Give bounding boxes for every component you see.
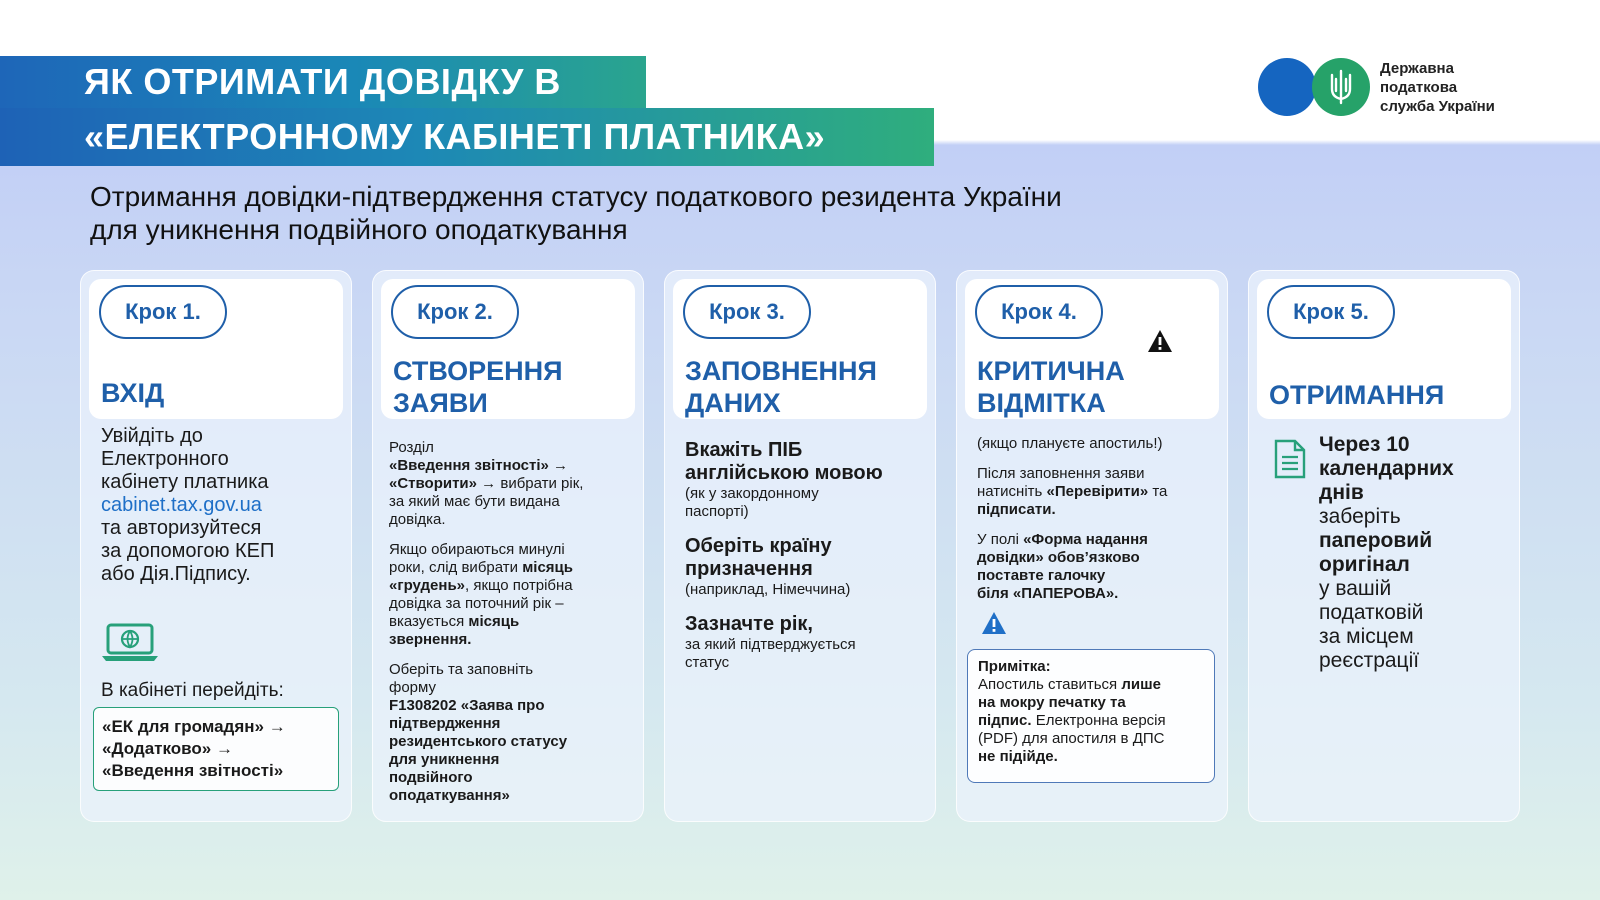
logo-line-1: Державна bbox=[1380, 59, 1454, 77]
step-2-line: оподаткування» bbox=[389, 787, 510, 804]
step-1-header bbox=[89, 279, 343, 419]
path-line-2: «Додатково» → bbox=[102, 739, 233, 758]
step-3-line: (наприклад, Німеччина) bbox=[685, 581, 851, 598]
step-2-span: роки, слід вибрати bbox=[389, 559, 523, 576]
step-4-line bbox=[977, 483, 1213, 501]
step-2-line: «Введення звітності» → bbox=[389, 457, 569, 474]
step-3-title-line-1: ЗАПОВНЕННЯ bbox=[685, 356, 877, 386]
step-5-line: паперовий bbox=[1319, 529, 1433, 552]
step-2-line: Якщо обираються минулі bbox=[389, 541, 565, 558]
note-line: не підійде. bbox=[978, 748, 1058, 765]
step-5-line: заберіть bbox=[1319, 505, 1401, 528]
step-2-header bbox=[381, 279, 635, 419]
step-2-span: → вибрати рік, bbox=[477, 475, 584, 492]
step-2-span: «Створити» bbox=[389, 475, 478, 492]
step-1-line: кабінету платника bbox=[101, 471, 269, 493]
step-2-pill: Крок 2. bbox=[391, 285, 519, 339]
trident-icon bbox=[1312, 58, 1370, 116]
step-2-line: звернення. bbox=[389, 631, 472, 648]
step-2-line: форму bbox=[389, 679, 437, 696]
step-2-span: «грудень» bbox=[389, 577, 466, 594]
step-2-span: місяць bbox=[468, 613, 520, 630]
step-4-span: У полі bbox=[977, 531, 1024, 548]
step-5-header bbox=[1257, 279, 1511, 419]
step-2-line bbox=[389, 559, 629, 577]
step-2-line: довідка. bbox=[389, 511, 446, 528]
step-4-span: та bbox=[1148, 483, 1168, 500]
step-2-line: Оберіть та заповніть bbox=[389, 661, 534, 678]
step-4-text bbox=[977, 435, 1213, 603]
step-2-line: для уникнення bbox=[389, 751, 500, 768]
note-box bbox=[967, 649, 1215, 783]
step-3-line: Оберіть країну bbox=[685, 535, 832, 557]
step-card-1 bbox=[80, 270, 352, 822]
step-1-line: Електронного bbox=[101, 448, 229, 470]
step-2-line bbox=[389, 577, 629, 595]
step-3-line: Зазначте рік, bbox=[685, 613, 813, 635]
step-4-title-line-2: ВІДМІТКА bbox=[977, 388, 1106, 418]
step-5-line: реєстрації bbox=[1319, 649, 1420, 672]
step-4-line: довідки» обов’язково bbox=[977, 549, 1140, 566]
step-2-span: , якщо потрібна bbox=[465, 577, 573, 594]
step-2-line: резидентського статусу bbox=[389, 733, 568, 750]
step-5-line: податковій bbox=[1319, 601, 1424, 624]
note-label: Примітка: bbox=[978, 658, 1051, 675]
subtitle-line-1: Отримання довідки-підтвердження статусу податкового резидента України bbox=[90, 181, 1062, 212]
subtitle bbox=[90, 180, 1062, 246]
step-2-line bbox=[389, 475, 629, 493]
step-5-title: ОТРИМАННЯ bbox=[1269, 380, 1445, 410]
step-3-line: за який підтверджується bbox=[685, 636, 856, 653]
step-2-title bbox=[393, 355, 563, 419]
step-4-line: біля «ПАПЕРОВА». bbox=[977, 585, 1119, 602]
step-4-line bbox=[977, 531, 1213, 549]
step-2-line: подвійного bbox=[389, 769, 473, 786]
step-2-line: довідка за поточний рік – bbox=[389, 595, 564, 612]
step-1-title: ВХІД bbox=[101, 378, 165, 408]
step-4-line: поставте галочку bbox=[977, 567, 1106, 584]
step-card-4 bbox=[956, 270, 1228, 822]
cabinet-link[interactable]: cabinet.tax.gov.ua bbox=[101, 494, 262, 516]
note-span: Електронна версія bbox=[1031, 712, 1166, 729]
step-2-span: місяць bbox=[522, 559, 573, 576]
step-3-line: статус bbox=[685, 654, 730, 671]
step-1-line: Увійдіть до bbox=[101, 425, 203, 447]
warning-icon bbox=[1147, 329, 1173, 358]
path-line-1: «ЕК для громадян» → bbox=[102, 717, 286, 736]
step-1-line: за допомогою КЕП bbox=[101, 540, 275, 562]
note-span: Апостиль ставиться bbox=[978, 676, 1122, 693]
step-3-line: паспорті) bbox=[685, 503, 749, 520]
title-line-2-text: «ЕЛЕКТРОННОМУ КАБІНЕТІ ПЛАТНИКА» bbox=[84, 116, 826, 157]
note-line bbox=[978, 676, 1204, 694]
step-5-line: за місцем bbox=[1319, 625, 1414, 648]
step-card-3 bbox=[664, 270, 936, 822]
step-2-span: вказується bbox=[389, 613, 469, 630]
step-4-line: Після заповнення заяви bbox=[977, 465, 1145, 482]
note-span: лише bbox=[1121, 676, 1161, 693]
step-card-2 bbox=[372, 270, 644, 822]
step-card-5 bbox=[1248, 270, 1520, 822]
logo-text bbox=[1380, 59, 1495, 116]
step-2-title-line-2: ЗАЯВИ bbox=[393, 388, 488, 418]
step-3-title bbox=[685, 355, 877, 419]
step-3-pill: Крок 3. bbox=[683, 285, 811, 339]
step-1-pill: Крок 1. bbox=[99, 285, 227, 339]
note-span: підпис. bbox=[978, 712, 1032, 729]
step-3-line: призначення bbox=[685, 558, 813, 580]
logo-blue-circle bbox=[1258, 58, 1316, 116]
step-3-text bbox=[685, 439, 921, 672]
laptop-globe-icon bbox=[101, 623, 159, 668]
dps-logo bbox=[1258, 58, 1495, 116]
title-line-1 bbox=[0, 56, 646, 108]
step-3-line: Вкажіть ПІБ bbox=[685, 439, 803, 461]
step-4-span: «Форма надання bbox=[1023, 531, 1148, 548]
step-2-line: F1308202 «Заява про bbox=[389, 697, 545, 714]
step-2-title-line-1: СТВОРЕННЯ bbox=[393, 356, 563, 386]
step-5-pill: Крок 5. bbox=[1267, 285, 1395, 339]
step-4-pill: Крок 4. bbox=[975, 285, 1103, 339]
step-5-line: у вашій bbox=[1319, 577, 1392, 600]
step-2-line: Розділ bbox=[389, 439, 434, 456]
step-1-go-text: В кабінеті перейдіть: bbox=[101, 680, 284, 701]
step-4-header bbox=[965, 279, 1219, 419]
step-4-span: «Перевірити» bbox=[1046, 483, 1149, 500]
step-2-text bbox=[389, 439, 629, 805]
warning-blue-icon bbox=[981, 611, 1007, 640]
step-1-line: та авторизуйтеся bbox=[101, 517, 262, 539]
step-5-line: оригінал bbox=[1319, 553, 1410, 576]
title-line-2 bbox=[0, 108, 934, 166]
step-4-title bbox=[977, 355, 1125, 419]
step-4-title-line-1: КРИТИЧНА bbox=[977, 356, 1125, 386]
step-1-line: або Дія.Підпису. bbox=[101, 563, 251, 585]
step-3-line: англійською мовою bbox=[685, 462, 883, 484]
logo-line-2: податкова bbox=[1380, 78, 1458, 96]
step-4-span: натисніть bbox=[977, 483, 1047, 500]
step-1-text bbox=[101, 425, 337, 586]
step-5-line: календарних bbox=[1319, 457, 1454, 480]
title-line-1-text: ЯК ОТРИМАТИ ДОВІДКУ В bbox=[84, 61, 561, 102]
note-line: (PDF) для апостиля в ДПС bbox=[978, 730, 1165, 747]
document-icon bbox=[1273, 439, 1307, 484]
step-5-line: Через 10 bbox=[1319, 433, 1410, 456]
step-4-line: (якщо плануєте апостиль!) bbox=[977, 435, 1163, 452]
step-2-line bbox=[389, 613, 629, 631]
logo-line-3: служба України bbox=[1380, 97, 1495, 115]
step-5-line: днів bbox=[1319, 481, 1364, 504]
step-2-line: підтвердження bbox=[389, 715, 501, 732]
step-5-text bbox=[1319, 433, 1505, 673]
step-3-header bbox=[673, 279, 927, 419]
step-2-line: за який має бути видана bbox=[389, 493, 560, 510]
note-line: на мокру печатку та bbox=[978, 694, 1126, 711]
step-3-line: (як у закордонному bbox=[685, 485, 819, 502]
subtitle-line-2: для уникнення подвійного оподаткування bbox=[90, 214, 628, 245]
step-4-line: підписати. bbox=[977, 501, 1056, 518]
path-line-3: «Введення звітності» bbox=[102, 761, 284, 780]
step-1-path-box bbox=[93, 707, 339, 791]
step-3-title-line-2: ДАНИХ bbox=[685, 388, 781, 418]
note-line bbox=[978, 712, 1204, 730]
